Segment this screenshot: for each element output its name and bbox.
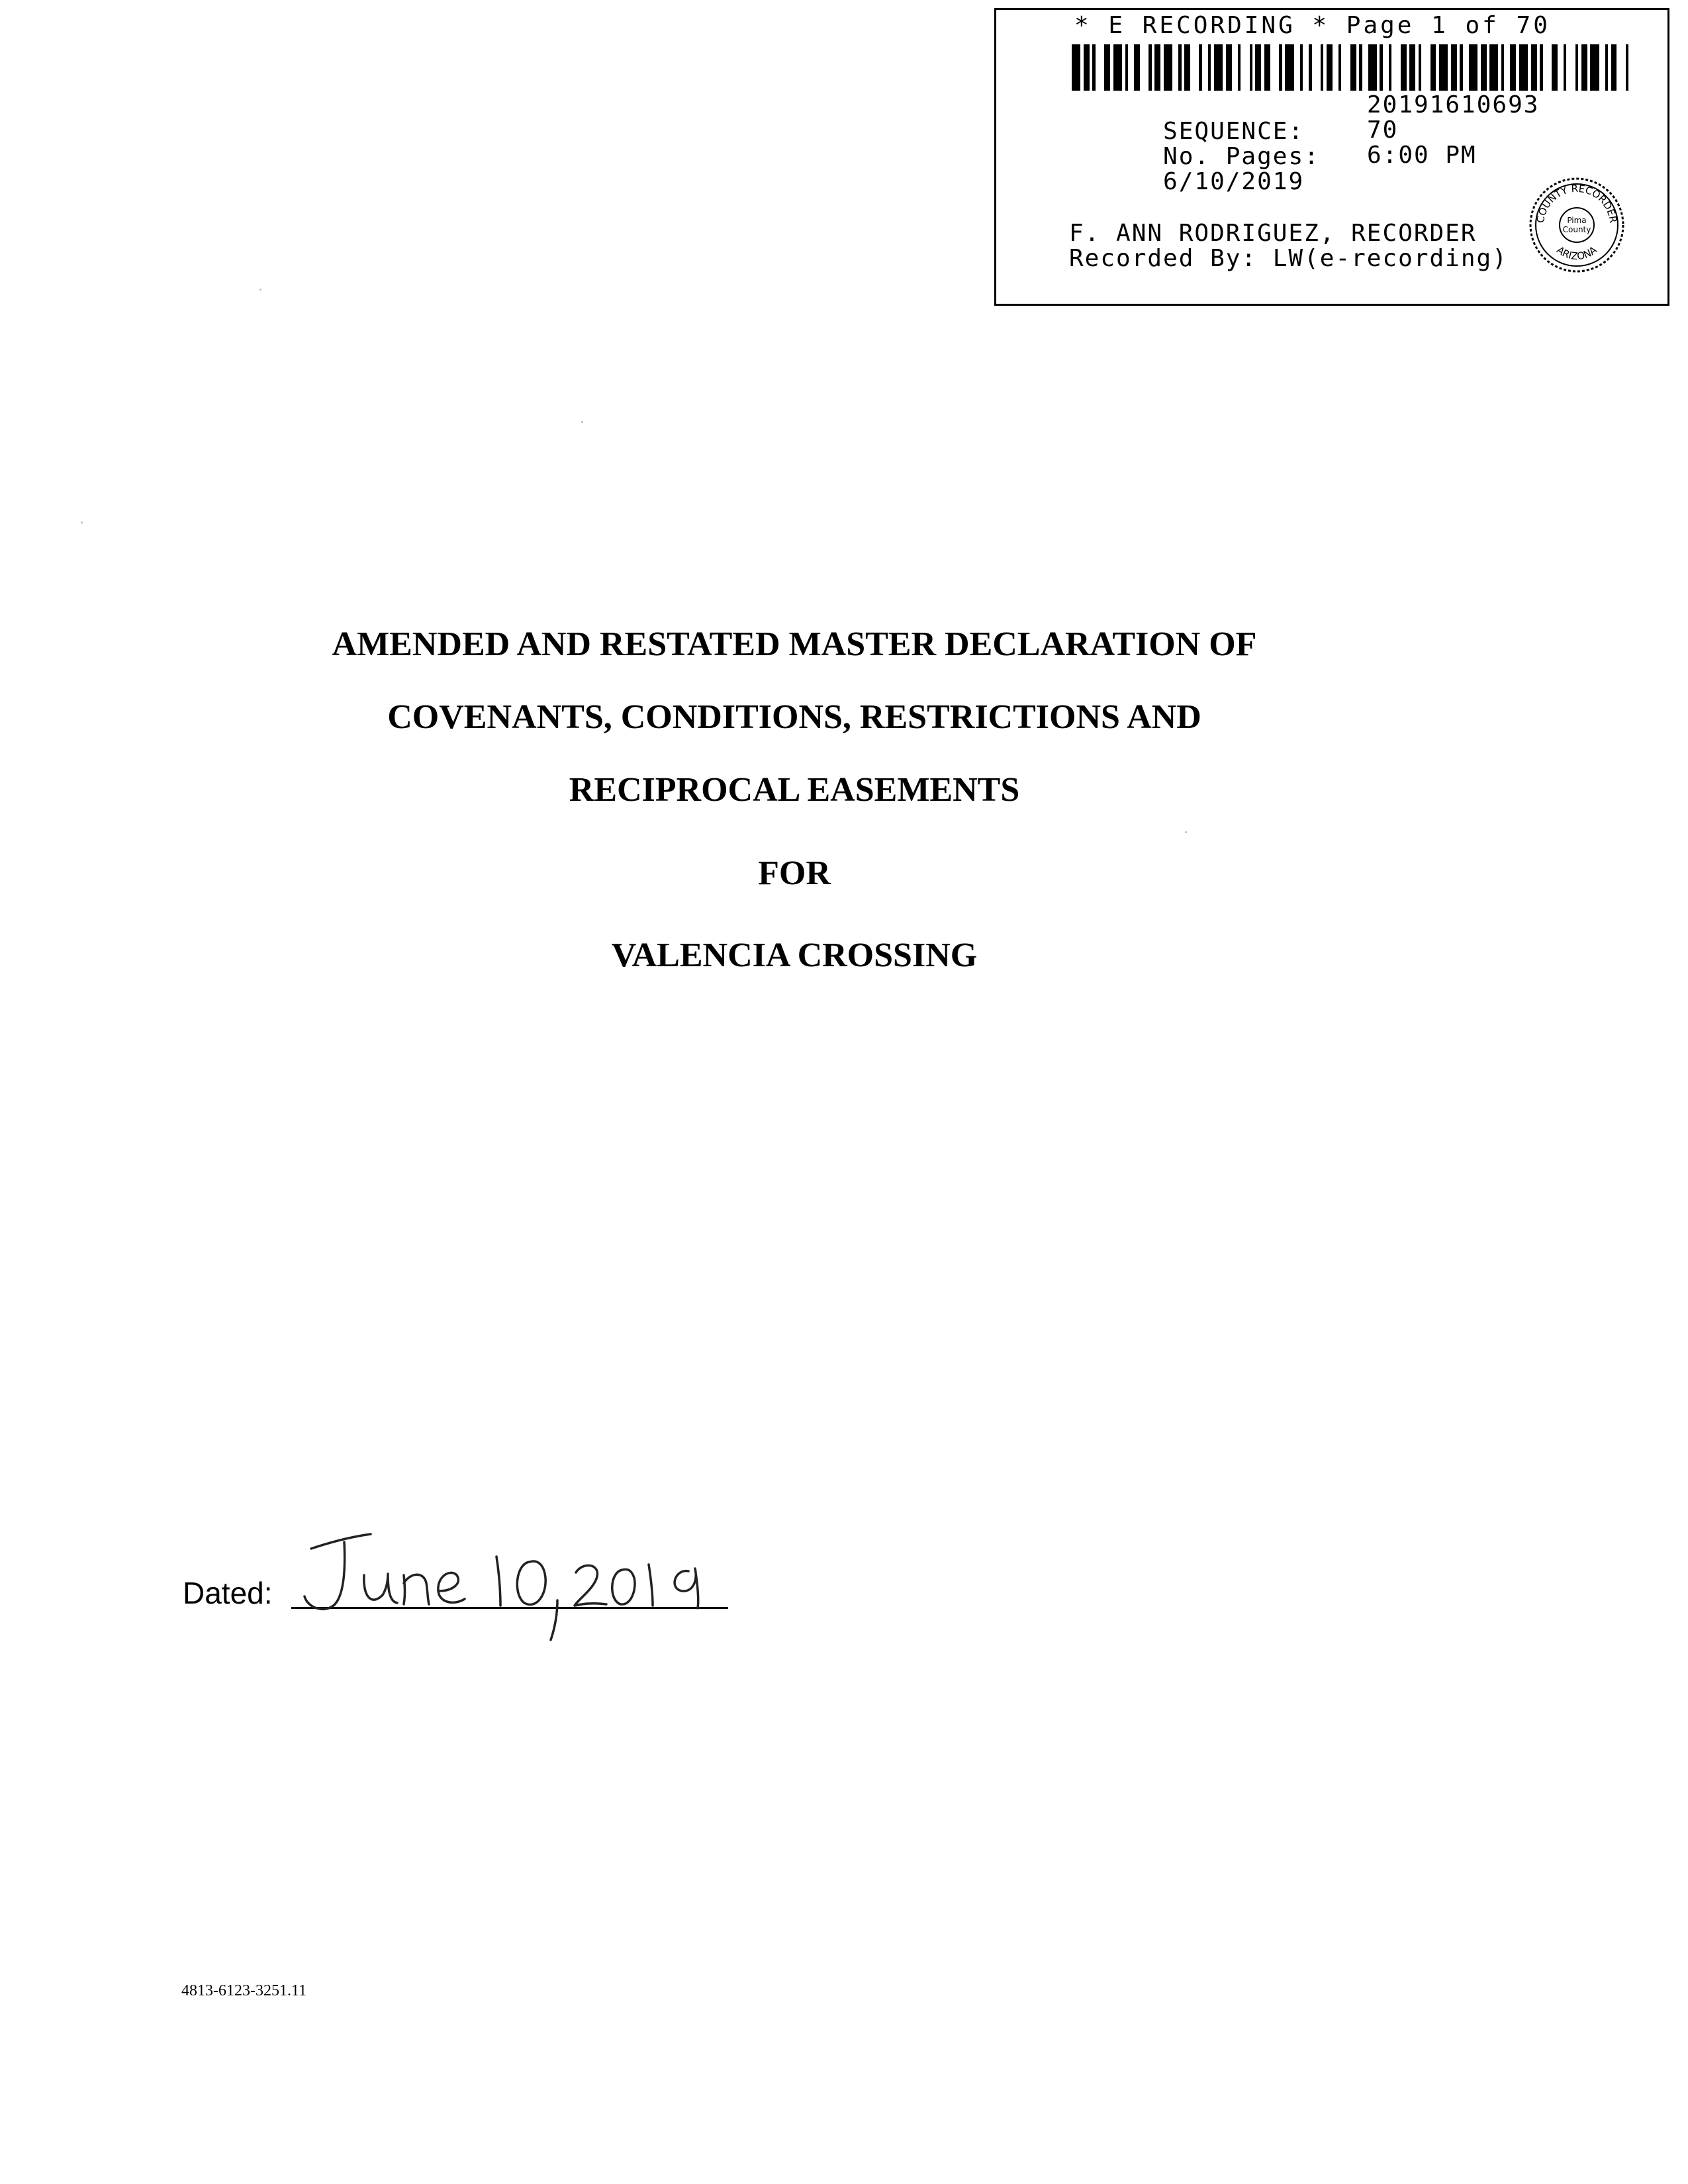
svg-text:County: County xyxy=(1562,225,1591,234)
barcode-bar xyxy=(1463,44,1469,91)
title-line-5: VALENCIA CROSSING xyxy=(611,936,978,974)
barcode-bar xyxy=(1264,44,1270,91)
barcode-bar xyxy=(1164,44,1172,91)
barcode-bar xyxy=(1552,44,1558,91)
barcode-bar xyxy=(1599,44,1605,91)
stamp-value: 20191610693 xyxy=(1367,91,1540,118)
barcode-bar xyxy=(1421,44,1430,91)
barcode-bar xyxy=(1232,44,1238,91)
title-line-2: COVENANTS, CONDITIONS, RESTRICTIONS AND xyxy=(387,698,1201,736)
barcode-bar xyxy=(1241,44,1249,91)
title-line-1: AMENDED AND RESTATED MASTER DECLARATION OF xyxy=(332,625,1257,663)
barcode-bar xyxy=(1327,44,1333,91)
barcode-bar xyxy=(1255,44,1261,91)
barcode-bar xyxy=(1590,44,1599,91)
scan-speck xyxy=(81,522,83,523)
barcode-bar xyxy=(1362,44,1368,91)
title-line-3: RECIPROCAL EASEMENTS xyxy=(569,771,1020,809)
dated-label: Dated: xyxy=(183,1576,273,1610)
barcode-bar xyxy=(1096,44,1104,91)
svg-text:ARIZONA: ARIZONA xyxy=(1554,244,1599,263)
barcode-bar xyxy=(1184,44,1190,91)
barcode-bar xyxy=(1226,44,1232,91)
stamp-label: No. Pages: xyxy=(1163,143,1320,170)
barcode-bar xyxy=(1303,44,1309,91)
barcode-bar xyxy=(1469,44,1477,91)
barcode-bar xyxy=(1202,44,1208,91)
barcode-bar xyxy=(1617,44,1625,91)
stamp-value: 70 xyxy=(1367,116,1399,144)
stamp-recorder: F. ANN RODRIGUEZ, RECORDER xyxy=(1069,220,1477,247)
barcode-bar xyxy=(1285,44,1293,91)
scan-speck xyxy=(1185,831,1187,833)
recording-stamp xyxy=(994,8,1669,306)
county-recorder-seal-icon xyxy=(1527,175,1626,275)
barcode-bar xyxy=(1611,44,1617,91)
barcode-bar xyxy=(1628,44,1634,91)
barcode-bar xyxy=(1543,44,1552,91)
barcode-bar xyxy=(1128,44,1134,91)
barcode-bar xyxy=(1084,44,1090,91)
barcode-bar xyxy=(1439,44,1448,91)
barcode-bar xyxy=(1391,44,1400,91)
scan-speck xyxy=(259,289,261,291)
barcode-bar xyxy=(1383,44,1389,91)
handwritten-date-signature xyxy=(298,1522,722,1641)
barcode-bar xyxy=(1190,44,1199,91)
barcode-bar xyxy=(1113,44,1122,91)
barcode-bar xyxy=(1270,44,1279,91)
document-id: 4813-6123-3251.11 xyxy=(181,1982,307,1999)
barcode-bar xyxy=(1481,44,1487,91)
stamp-time: 6:00 PM xyxy=(1367,142,1477,169)
barcode-bar xyxy=(1368,44,1377,91)
barcode-bar xyxy=(1294,44,1300,91)
barcode-bar xyxy=(1312,44,1321,91)
barcode-bar xyxy=(1172,44,1178,91)
barcode-bar xyxy=(1333,44,1338,91)
stamp-date: 6/10/2019 xyxy=(1163,168,1305,195)
barcode-bar xyxy=(1104,44,1110,91)
barcode-bar xyxy=(1451,44,1457,91)
barcode-bar xyxy=(1154,44,1160,91)
svg-text:Pima: Pima xyxy=(1567,216,1587,225)
barcode-bar xyxy=(1072,44,1080,91)
barcode-bar xyxy=(1510,44,1516,91)
barcode-bar xyxy=(1504,44,1510,91)
barcode-bar xyxy=(1350,44,1356,91)
barcode-bar xyxy=(1430,44,1436,91)
barcode-bar xyxy=(1401,44,1407,91)
barcode-bar xyxy=(1566,44,1575,91)
barcode xyxy=(1072,44,1636,91)
title-line-4: FOR xyxy=(758,854,831,892)
barcode-bar xyxy=(1581,44,1587,91)
scan-speck xyxy=(581,421,583,423)
svg-text:COUNTY RECORDER: COUNTY RECORDER xyxy=(1534,182,1620,224)
barcode-bar xyxy=(1558,44,1564,91)
barcode-bar xyxy=(1519,44,1528,91)
barcode-bar xyxy=(1409,44,1415,91)
barcode-bar xyxy=(1134,44,1140,91)
stamp-label: SEQUENCE: xyxy=(1163,118,1305,145)
barcode-bar xyxy=(1489,44,1498,91)
stamp-header: * E RECORDING * Page 1 of 70 xyxy=(1074,12,1550,39)
barcode-bar xyxy=(1214,44,1223,91)
barcode-bar xyxy=(1531,44,1537,91)
stamp-recorded-by: Recorded By: LW(e-recording) xyxy=(1069,245,1508,272)
barcode-bar xyxy=(1341,44,1350,91)
barcode-bar xyxy=(1140,44,1149,91)
